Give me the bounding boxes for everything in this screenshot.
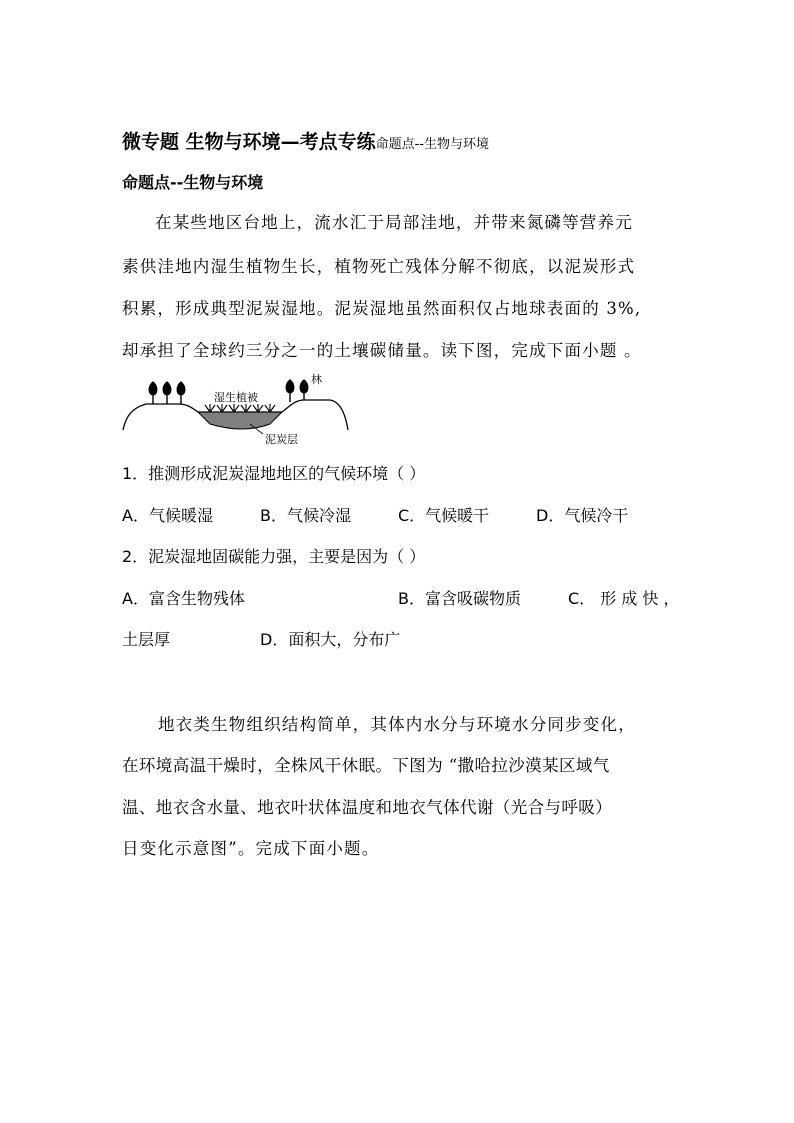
q1-option-d: D．气候冷干 bbox=[536, 506, 629, 525]
passage2-line-3: 温、地衣含水量、地衣叶状体温度和地衣气体代谢（光合与呼吸） bbox=[122, 798, 613, 817]
q1-option-b: B．气候冷湿 bbox=[260, 506, 351, 525]
label-forest: 林 bbox=[311, 373, 322, 386]
forest-trees-left bbox=[149, 382, 185, 404]
peat-wetland-figure bbox=[118, 368, 353, 448]
passage2-line-1: 地衣类生物组织结构简单，其体内水分与环境水分同步变化， bbox=[158, 715, 636, 734]
section-heading: 命题点--生物与环境 bbox=[122, 173, 264, 192]
forest-trees-right bbox=[286, 380, 308, 402]
question-2-stem: 2．泥炭湿地固碳能力强，主要是因为（ ） bbox=[122, 547, 426, 566]
label-peat-layer: 泥炭层 bbox=[265, 433, 298, 446]
q1-option-a: A．气候暖湿 bbox=[122, 506, 213, 525]
plant-icon bbox=[229, 404, 239, 412]
plant-icon bbox=[265, 404, 275, 412]
plant-icon bbox=[217, 404, 227, 412]
title-text: 微专题 生物与环境—考点专练 bbox=[122, 131, 376, 153]
q2-option-d: D．面积大，分布广 bbox=[260, 630, 401, 649]
passage2-line-2: 在环境高温干燥时，全株风干休眠。下图为 “撒哈拉沙漠某区域气 bbox=[122, 756, 610, 775]
tree-icon bbox=[300, 380, 308, 400]
plant-icon bbox=[205, 404, 215, 412]
passage1-line-2: 素供洼地内湿生植物生长，植物死亡残体分解不彻底，以泥炭形式 bbox=[122, 257, 636, 276]
q2-option-c: C． 形 成 快 ， bbox=[568, 589, 680, 608]
passage1-line-1: 在某些地区台地上，流水汇于局部洼地，并带来氮磷等营养元 bbox=[155, 213, 633, 232]
plant-icon bbox=[241, 404, 251, 412]
tree-icon bbox=[286, 380, 294, 402]
document-title bbox=[122, 127, 489, 154]
q2-option-b: B．富含吸碳物质 bbox=[398, 589, 521, 608]
q2-option-a: A．富含生物残体 bbox=[122, 589, 245, 608]
wetland-plants bbox=[205, 404, 275, 412]
title-suffix: 命题点--生物与环境 bbox=[375, 137, 490, 152]
q2-option-c-continued: 土层厚 bbox=[122, 630, 171, 649]
passage1-line-4: 却承担了全球约三分之一的土壤碳储量。读下图，完成下面小题 。 bbox=[122, 341, 642, 360]
tree-icon bbox=[149, 382, 157, 404]
tree-icon bbox=[163, 382, 171, 404]
q1-option-c: C．气候暖干 bbox=[398, 506, 490, 525]
question-1-stem: 1．推测形成泥炭湿地地区的气候环境（ ） bbox=[122, 464, 426, 483]
passage2-line-4: 日变化示意图”。完成下面小题。 bbox=[122, 839, 380, 858]
tree-icon bbox=[177, 382, 185, 404]
plant-icon bbox=[253, 404, 263, 412]
peat-layer bbox=[198, 412, 282, 429]
label-wetland-plants: 湿生植被 bbox=[214, 391, 258, 404]
passage1-line-3: 积累，形成典型泥炭湿地。泥炭湿地虽然面积仅占地球表面的 3%, bbox=[122, 299, 642, 318]
